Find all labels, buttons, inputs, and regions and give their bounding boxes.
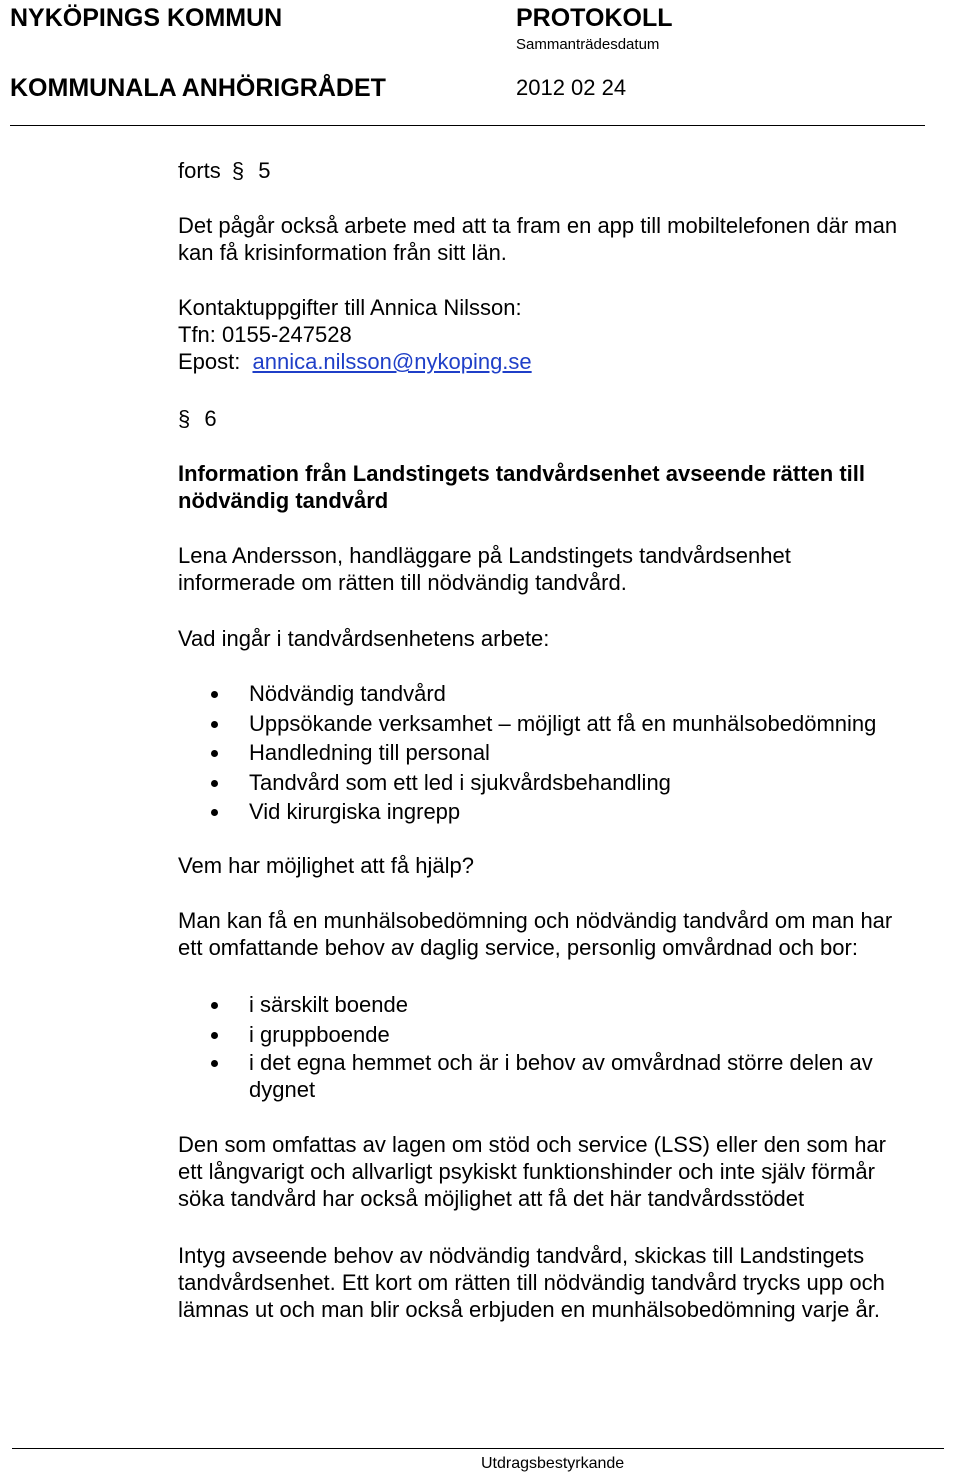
contact-block bbox=[178, 294, 532, 375]
list-item bbox=[178, 738, 876, 768]
section-6-intro bbox=[178, 542, 791, 596]
list-item bbox=[178, 797, 876, 827]
list-item bbox=[178, 1020, 873, 1050]
email-link[interactable]: annica.nilsson@nykoping.se bbox=[252, 349, 532, 374]
list-item-text: Nödvändig tandvård bbox=[249, 681, 446, 706]
section-number: 6 bbox=[204, 406, 217, 431]
paragraph-line: Lena Andersson, handläggare på Landstingets tandvårdsenhet bbox=[178, 543, 791, 568]
paragraph-line: informerade om rätten till nödvändig tandvård. bbox=[178, 570, 627, 595]
list-item-text: i det egna hemmet och är i behov av omvårdnad större delen av bbox=[249, 1050, 873, 1075]
bullet-icon bbox=[211, 1032, 218, 1039]
council-name: KOMMUNALA ANHÖRIGRÅDET bbox=[10, 74, 386, 102]
list-item-text: i gruppboende bbox=[249, 1021, 390, 1047]
meeting-date-label: Sammanträdesdatum bbox=[516, 36, 660, 53]
contact-email-row bbox=[178, 348, 532, 375]
section-symbol: § bbox=[178, 406, 191, 431]
title-line: nödvändig tandvård bbox=[178, 488, 389, 513]
paragraph-line: kan få krisinformation från sitt län. bbox=[178, 240, 507, 265]
list-item-text: Uppsökande verksamhet – möjligt att få en munhälsobedömning bbox=[249, 710, 877, 736]
section-5-heading bbox=[178, 157, 271, 184]
certificate-paragraph bbox=[178, 1242, 885, 1323]
eligibility-paragraph bbox=[178, 907, 892, 961]
section-symbol: § bbox=[231, 158, 245, 183]
question-work-scope: Vad ingår i tandvårdsenhetens arbete: bbox=[178, 626, 550, 651]
paragraph-line: ett omfattande behov av daglig service, personlig omvårdnad och bor: bbox=[178, 935, 858, 960]
section-6-heading bbox=[178, 405, 217, 432]
paragraph-line: tandvårdsenhet. Ett kort om rätten till nödvändig tandvård trycks upp och bbox=[178, 1270, 885, 1295]
list-item-text: Handledning till personal bbox=[249, 740, 490, 765]
paragraph-line: lämnas ut och man blir också erbjuden en munhälsobedömning varje år. bbox=[178, 1297, 880, 1322]
list-item bbox=[178, 679, 876, 709]
section-6-title bbox=[178, 460, 865, 514]
list-item-text: Tandvård som ett led i sjukvårdsbehandling bbox=[249, 769, 671, 795]
question-eligibility: Vem har möjlighet att få hjälp? bbox=[178, 853, 474, 878]
list-item bbox=[178, 768, 876, 798]
list-item bbox=[178, 1049, 873, 1103]
footer-divider bbox=[12, 1448, 944, 1449]
continuation-label: forts bbox=[178, 158, 221, 183]
paragraph-line: Intyg avseende behov av nödvändig tandvård, skickas till Landstingets bbox=[178, 1243, 865, 1268]
section-number: 5 bbox=[258, 158, 271, 183]
municipality-name: NYKÖPINGS KOMMUN bbox=[10, 4, 283, 32]
work-scope-list bbox=[178, 679, 876, 827]
section-5-paragraph bbox=[178, 212, 897, 266]
bullet-icon bbox=[211, 1060, 218, 1067]
bullet-icon bbox=[211, 780, 218, 787]
bullet-icon bbox=[211, 691, 218, 698]
list-item-text: Vid kirurgiska ingrepp bbox=[249, 799, 461, 824]
list-item-text-continued: dygnet bbox=[249, 1077, 316, 1102]
paragraph-line: söka tandvård har också möjlighet att få det här tandvårdsstödet bbox=[178, 1186, 805, 1211]
list-item bbox=[178, 709, 876, 739]
paragraph-line: Man kan få en munhälsobedömning och nödvändig tandvård om man har bbox=[178, 908, 893, 933]
bullet-icon bbox=[211, 721, 218, 728]
paragraph-line: Det pågår också arbete med att ta fram en app till mobiltelefonen där man bbox=[178, 213, 898, 238]
contact-title: Kontaktuppgifter till Annica Nilsson: bbox=[178, 295, 522, 320]
certification-label: Utdragsbestyrkande bbox=[481, 1455, 625, 1472]
residence-list bbox=[178, 990, 873, 1103]
bullet-icon bbox=[211, 809, 218, 816]
list-item-text: i särskilt boende bbox=[249, 992, 408, 1017]
paragraph-line: ett långvarigt och allvarligt psykiskt funktionshinder och inte själv förmår bbox=[178, 1159, 875, 1184]
meeting-date: 2012 02 24 bbox=[516, 75, 627, 100]
document-type: PROTOKOLL bbox=[516, 4, 673, 32]
bullet-icon bbox=[211, 1002, 218, 1009]
header-divider bbox=[10, 125, 925, 126]
email-label: Epost: bbox=[178, 349, 247, 374]
lss-paragraph bbox=[178, 1131, 886, 1212]
title-line: Information från Landstingets tandvårdsenhet avseende rätten till bbox=[178, 461, 866, 486]
paragraph-line: Den som omfattas av lagen om stöd och service (LSS) eller den som har bbox=[178, 1132, 886, 1157]
bullet-icon bbox=[211, 750, 218, 757]
contact-phone: Tfn: 0155-247528 bbox=[178, 322, 352, 347]
list-item bbox=[178, 990, 873, 1020]
